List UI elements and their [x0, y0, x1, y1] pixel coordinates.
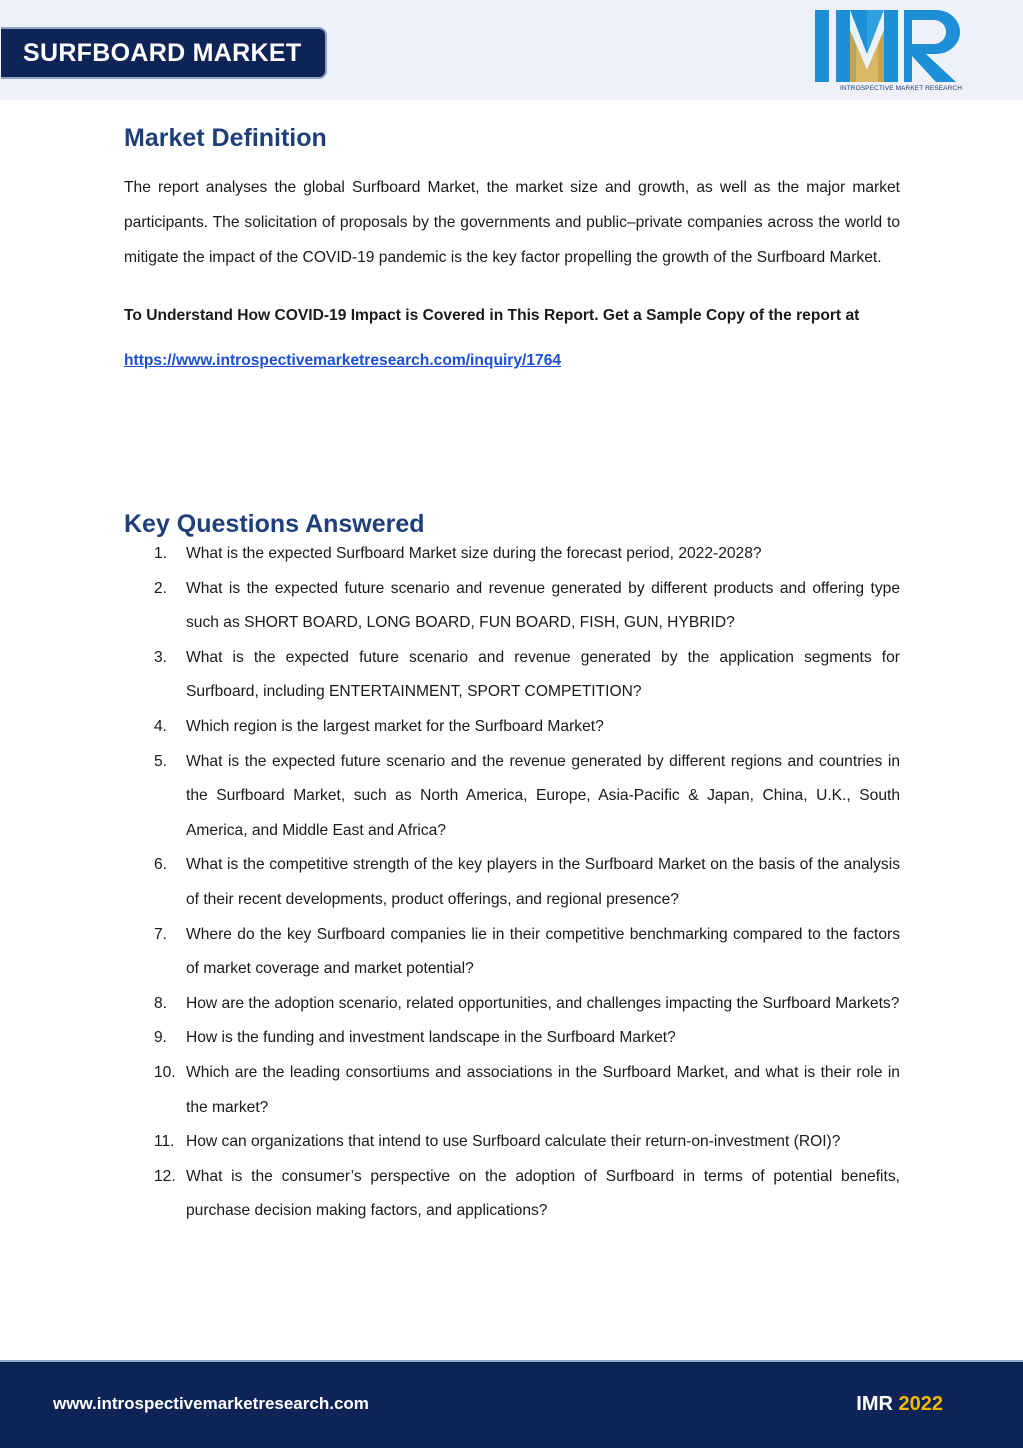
list-item-text: What is the competitive strength of the key players in the Surfboard Market on the basis of the analysis of their recent developments, product offerings, and regional presence?	[186, 856, 900, 908]
list-item-number: 5.	[154, 752, 168, 770]
footer-website-link[interactable]: www.introspectivemarketresearch.com	[53, 1394, 369, 1413]
inquiry-link[interactable]: https://www.introspectivemarketresearch.com/inquiry/1764	[124, 352, 562, 369]
list-item-number: 11.	[154, 1133, 175, 1151]
imr-logo	[812, 10, 962, 100]
list-item-text: What is the consumer’s perspective on the adoption of Surfboard in terms of potential benefits, purchase decision making factors, and applications?	[186, 1167, 900, 1220]
list-item	[124, 641, 900, 710]
list-item-number: 7.	[154, 925, 168, 943]
list-item	[124, 745, 900, 849]
footer-brand-name: IMR	[856, 1393, 893, 1415]
market-definition-heading: Market Definition	[124, 124, 327, 152]
list-item-number: 9.	[154, 1029, 168, 1047]
list-item-text: What is the expected future scenario and revenue generated by the application segments for Surfboard, including ENTERTAINMENT, SPORT COMPETITION?	[186, 648, 900, 701]
page-title: SURFBOARD MARKET	[1, 27, 327, 79]
list-item-number: 12.	[154, 1167, 176, 1185]
list-item-number: 1.	[154, 545, 168, 562]
list-item-text: Which region is the largest market for the Surfboard Market?	[186, 717, 604, 735]
list-item	[124, 1125, 900, 1160]
list-item	[124, 710, 900, 745]
list-item	[124, 1056, 900, 1125]
imr-logo-icon	[812, 10, 962, 82]
list-item-number: 4.	[154, 717, 168, 735]
questions-list	[124, 537, 900, 1229]
footer-brand	[856, 1393, 943, 1416]
list-item	[124, 848, 900, 917]
list-item	[124, 1021, 900, 1056]
list-item-text: What is the expected Surfboard Market size during the forecast period, 2022-2028?	[186, 545, 762, 562]
list-item	[124, 1160, 900, 1229]
list-item-number: 8.	[154, 994, 168, 1012]
list-item-number: 6.	[154, 856, 168, 874]
key-questions-section	[124, 510, 900, 1229]
list-item-number: 10.	[154, 1063, 176, 1081]
market-definition-paragraph: The report analyses the global Surfboard Market, the market size and growth, as well as the major market participants. The solicitation of proposals by the governments and public–private companies across the world to mitigate the impact of the COVID-19 pandemic is the key factor propelling the growth of the Surfboard Market.	[124, 179, 900, 266]
logo-caption: INTROSPECTIVE MARKET RESEARCH	[840, 85, 962, 92]
list-item-text: Which are the leading consortiums and associations in the Surfboard Market, and what is their role in the market?	[186, 1063, 900, 1116]
list-item-text: How are the adoption scenario, related opportunities, and challenges impacting the Surfboard Markets?	[186, 994, 900, 1012]
key-questions-heading: Key Questions Answered	[124, 510, 425, 538]
footer	[0, 1360, 1023, 1448]
list-item-number: 2.	[154, 579, 168, 597]
list-item	[124, 987, 900, 1022]
list-item-text: What is the expected future scenario and the revenue generated by different regions and countries in the Surfboard Market, such as North America, Europe, Asia-Pacific & Japan, China, U.K., South America, and Middle East and Africa?	[186, 752, 900, 839]
list-item	[124, 537, 900, 572]
market-definition-section	[124, 124, 900, 370]
list-item-text: How is the funding and investment landscape in the Surfboard Market?	[186, 1029, 676, 1047]
list-item-text: Where do the key Surfboard companies lie in their competitive benchmarking compared to the factors of market coverage and market potential?	[186, 925, 900, 978]
sample-copy-cta: To Understand How COVID-19 Impact is Covered in This Report. Get a Sample Copy of the report at	[124, 307, 860, 324]
list-item-number: 3.	[154, 648, 168, 666]
list-item-text: How can organizations that intend to use Surfboard calculate their return-on-investment (ROI)?	[186, 1133, 841, 1151]
footer-year: 2022	[898, 1393, 943, 1415]
list-item	[124, 572, 900, 641]
list-item	[124, 918, 900, 987]
list-item-text: What is the expected future scenario and revenue generated by different products and offering type such as SHORT BOARD, LONG BOARD, FUN BOARD, FISH, GUN, HYBRID?	[186, 579, 900, 632]
